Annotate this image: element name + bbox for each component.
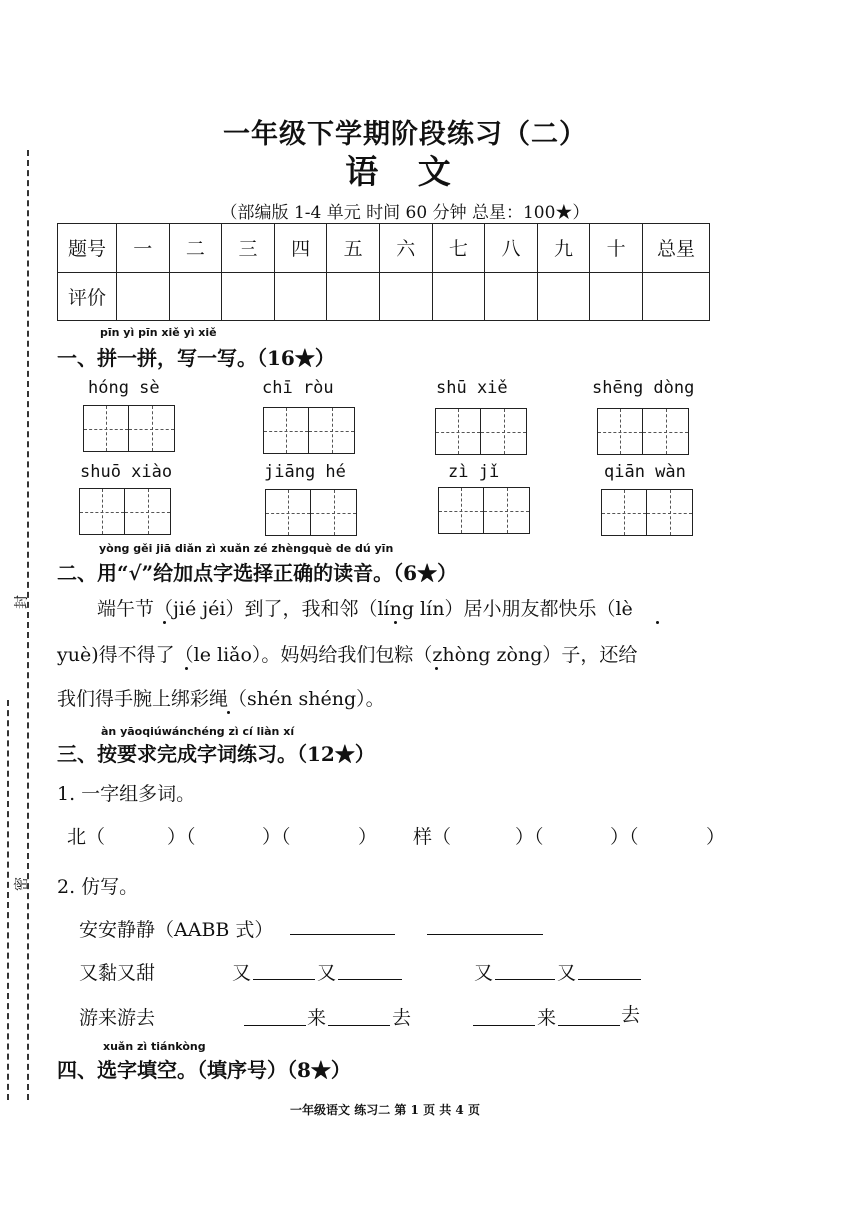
word-group-bracket: 北（ (67, 826, 106, 848)
score-entry-cell[interactable] (169, 272, 222, 321)
answer-line[interactable] (578, 979, 641, 980)
table-cell: 二 (169, 224, 222, 273)
emphasis-dot (435, 667, 438, 670)
exam-info: （部编版 1-4 单元 时间 60 分钟 总星：100★） (220, 203, 590, 223)
passage-line: 端午节（jié jéi）到了，我和邻（líng lín）居小朋友都快乐（lè (97, 598, 633, 620)
table-cell: 一 (117, 224, 170, 273)
grid-cell[interactable] (311, 490, 356, 535)
answer-line[interactable] (338, 979, 402, 980)
grid-cell[interactable] (647, 490, 692, 535)
section1-heading: 一、拼一拼，写一写。（16★） (57, 346, 335, 370)
pinyin-word: jiāng hé (264, 462, 346, 482)
imitation-example-aabb: 安安静静（AABB 式） (79, 919, 274, 941)
subject-title: 语 文 (345, 152, 465, 191)
writing-grid[interactable] (263, 407, 355, 454)
word-group-bracket: ） (358, 826, 378, 848)
passage-line: 我们得手腕上绑彩绳（shén shéng）。 (57, 688, 385, 710)
table-cell: 总星 (643, 224, 710, 273)
word-group-bracket: 样（ (413, 826, 452, 848)
fill-char: 去 (621, 1004, 641, 1026)
pinyin-word: hóng sè (88, 378, 160, 398)
answer-line[interactable] (427, 934, 543, 935)
emphasis-dot (227, 711, 230, 714)
grid-cell[interactable] (598, 409, 643, 454)
grid-cell[interactable] (309, 408, 354, 453)
binding-dashed-line-inner (7, 700, 9, 1100)
writing-grid[interactable] (265, 489, 357, 536)
answer-line[interactable] (495, 979, 555, 980)
grid-cell[interactable] (266, 490, 311, 535)
table-cell: 七 (432, 224, 485, 273)
score-table (57, 223, 710, 321)
fill-char: 又 (317, 962, 337, 984)
score-table-score-row (58, 272, 710, 321)
answer-line[interactable] (253, 979, 315, 980)
page-footer: 一年级语文 练习二 第 1 页 共 4 页 (290, 1103, 480, 1117)
question-1: 1. 一字组多词。 (57, 783, 196, 805)
writing-grid[interactable] (438, 487, 530, 534)
table-cell: 四 (274, 224, 327, 273)
grid-cell[interactable] (264, 408, 309, 453)
pinyin-word: shuō xiào (80, 462, 173, 482)
score-entry-cell[interactable] (537, 272, 590, 321)
answer-line[interactable] (558, 1025, 620, 1026)
section3-heading: 三、按要求完成字词练习。（12★） (57, 742, 375, 766)
table-cell: 九 (537, 224, 590, 273)
section4-heading: 四、选字填空。（填序号）（8★） (57, 1058, 351, 1082)
pinyin-word: shū xiě (436, 378, 508, 398)
word-group-bracket: ） (706, 826, 726, 848)
fill-char: 来 (537, 1007, 557, 1029)
score-entry-cell[interactable] (485, 272, 538, 321)
grid-cell[interactable] (602, 490, 647, 535)
score-entry-cell[interactable] (327, 272, 380, 321)
answer-line[interactable] (290, 934, 395, 935)
writing-grid[interactable] (79, 488, 171, 535)
binding-dashed-line (27, 150, 29, 1100)
emphasis-dot (163, 621, 166, 624)
score-entry-cell[interactable] (117, 272, 170, 321)
pinyin-word: qiān wàn (604, 462, 686, 482)
section2-pinyin: yòng gěi jiā diǎn zì xuǎn zé zhèngquè de dú yīn (99, 542, 394, 555)
score-entry-cell[interactable] (379, 272, 432, 321)
binding-margin-char-feng: 封 (14, 595, 30, 609)
answer-line[interactable] (473, 1025, 535, 1026)
pinyin-word: chī ròu (262, 378, 334, 398)
word-group-bracket: ）（ (515, 826, 544, 848)
grid-cell[interactable] (80, 489, 125, 534)
table-cell: 十 (590, 224, 643, 273)
table-cell: 六 (379, 224, 432, 273)
answer-line[interactable] (244, 1025, 306, 1026)
score-entry-cell[interactable] (222, 272, 275, 321)
fill-char: 去 (392, 1007, 412, 1029)
pinyin-word: shēng dòng (592, 378, 695, 398)
section1-pinyin: pīn yì pīn xiě yì xiě (100, 326, 217, 339)
table-cell: 五 (327, 224, 380, 273)
grid-cell[interactable] (643, 409, 688, 454)
grid-cell[interactable] (125, 489, 170, 534)
fill-char: 又 (232, 962, 252, 984)
grid-cell[interactable] (481, 409, 526, 454)
score-entry-cell[interactable] (643, 272, 710, 321)
word-group-bracket: ）（ (610, 826, 639, 848)
imitation-example-lai: 游来游去 (79, 1007, 156, 1029)
binding-margin-char-mi: 密 (14, 877, 30, 891)
page-title: 一年级下学期阶段练习（二） (223, 119, 587, 150)
question-2: 2. 仿写。 (57, 876, 139, 898)
grid-cell[interactable] (84, 406, 129, 451)
emphasis-dot (394, 621, 397, 624)
emphasis-dot (185, 667, 188, 670)
grid-cell[interactable] (436, 409, 481, 454)
score-entry-cell[interactable] (590, 272, 643, 321)
word-group-bracket: ）（ (167, 826, 196, 848)
table-cell: 三 (222, 224, 275, 273)
pinyin-word: zì jǐ (448, 462, 500, 482)
table-cell: 题号 (58, 224, 117, 273)
score-table-header-row (58, 224, 710, 273)
grid-cell[interactable] (439, 488, 484, 533)
fill-char: 又 (557, 962, 577, 984)
writing-grid[interactable] (601, 489, 693, 536)
writing-grid[interactable] (435, 408, 527, 455)
imitation-example-you: 又黏又甜 (79, 962, 156, 984)
section4-pinyin: xuǎn zì tiánkòng (103, 1040, 206, 1053)
grid-cell[interactable] (484, 488, 529, 533)
writing-grid[interactable] (597, 408, 689, 455)
answer-line[interactable] (328, 1025, 390, 1026)
grid-cell[interactable] (129, 406, 174, 451)
section2-heading: 二、用“√”给加点字选择正确的读音。（6★） (57, 561, 458, 585)
score-entry-cell[interactable] (432, 272, 485, 321)
writing-grid[interactable] (83, 405, 175, 452)
score-entry-cell[interactable] (274, 272, 327, 321)
table-cell: 八 (485, 224, 538, 273)
passage-line: yuè)得不得了（le liǎo）。妈妈给我们包粽（zhòng zòng）子，还给 (57, 644, 638, 666)
fill-char: 又 (474, 962, 494, 984)
word-group-bracket: ）（ (262, 826, 291, 848)
section3-pinyin: àn yāoqiúwánchéng zì cí liàn xí (101, 725, 295, 738)
emphasis-dot (656, 621, 659, 624)
table-cell: 评价 (58, 272, 117, 321)
fill-char: 来 (307, 1007, 327, 1029)
